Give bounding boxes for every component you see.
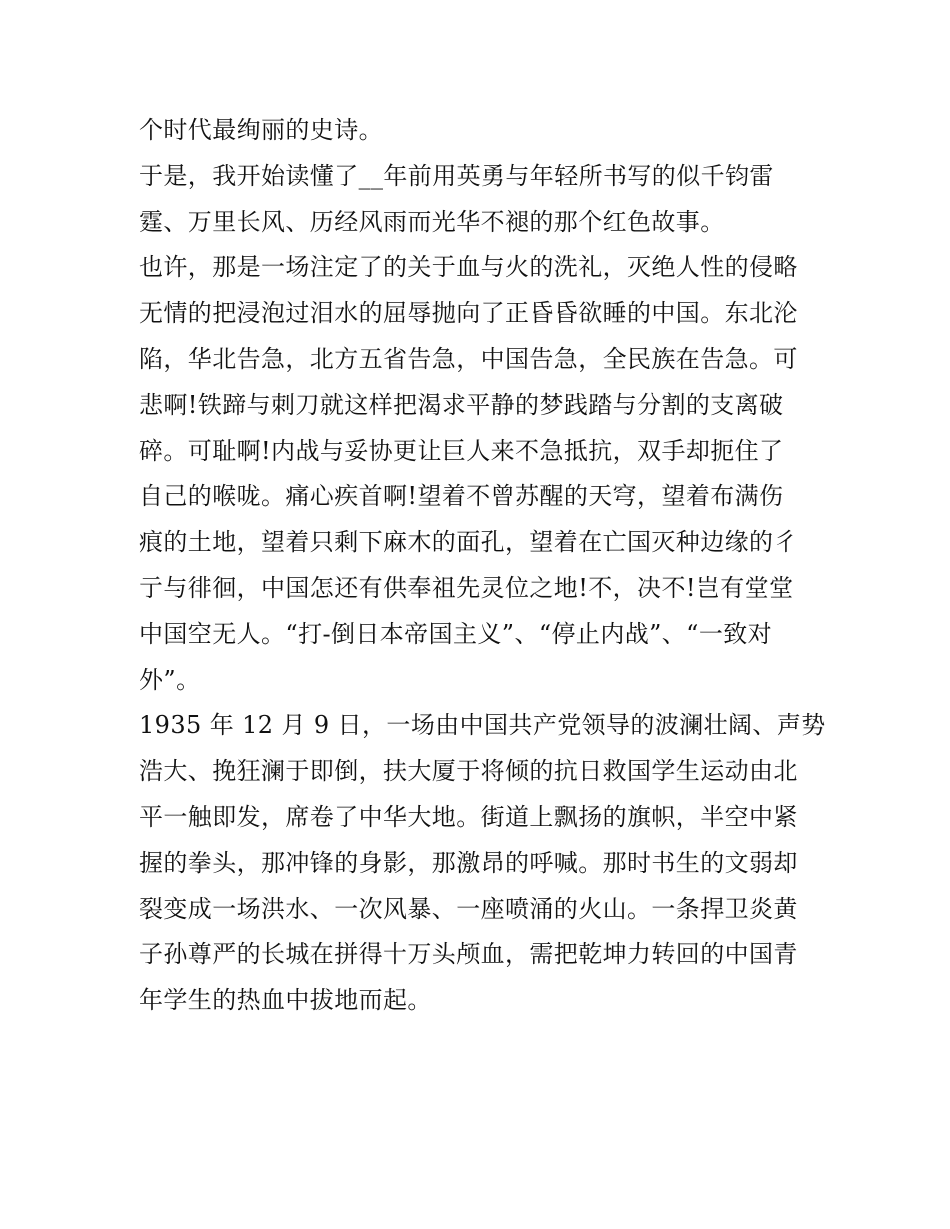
text-line: 于是，我开始读懂了__年前用英勇与年轻所书写的似千钧雷	[139, 161, 774, 190]
text-line: 陷，华北告急，北方五省告急，中国告急，全民族在告急。可	[139, 344, 798, 373]
text-line: 中国空无人。“打-倒日本帝国主义”、“停止内战”、“一致对	[139, 619, 773, 648]
text-line: 握的拳头，那冲锋的身影，那激昂的呼喊。那时书生的文弱却	[139, 848, 798, 877]
text-line: 霆、万里长风、历经风雨而光华不褪的那个红色故事。	[139, 207, 725, 236]
text-line: 也许，那是一场注定了的关于血与火的洗礼，灭绝人性的侵略	[139, 253, 798, 282]
text-line: 年学生的热血中拔地而起。	[139, 986, 432, 1015]
text-line: 1935 年 12 月 9 日，一场由中国共产党领导的波澜壮阔、声势	[139, 711, 826, 740]
document-body	[139, 108, 826, 1024]
text-line: 平一触即发，席卷了中华大地。街道上飘扬的旗帜，半空中紧	[139, 802, 798, 831]
text-line: 痕的土地，望着只剩下麻木的面孔，望着在亡国灭种边缘的彳	[139, 528, 798, 557]
text-line: 个时代最绚丽的史诗。	[139, 116, 383, 144]
text-line: 子孙尊严的长城在拼得十万头颅血，需把乾坤力转回的中国青	[139, 940, 798, 969]
text-line: 碎。可耻啊!内战与妥协更让巨人来不急抵抗，双手却扼住了	[139, 436, 784, 465]
text-line: 外”。	[139, 665, 201, 694]
text-line: 自己的喉咙。痛心疾首啊!望着不曾苏醒的天穹，望着布满伤	[139, 482, 784, 511]
text-line: 裂变成一场洪水、一次风暴、一座喷涌的火山。一条捍卫炎黄	[139, 894, 798, 923]
text-line: 悲啊!铁蹄与刺刀就这样把渴求平静的梦践踏与分割的支离破	[139, 390, 784, 419]
text-line: 无情的把浸泡过泪水的屈辱抛向了正昏昏欲睡的中国。东北沦	[139, 299, 798, 328]
text-line: 亍与徘徊，中国怎还有供奉祖先灵位之地!不，决不!岂有堂堂	[139, 573, 794, 602]
text-line: 浩大、挽狂澜于即倒，扶大厦于将倾的抗日救国学生运动由北	[139, 757, 798, 786]
